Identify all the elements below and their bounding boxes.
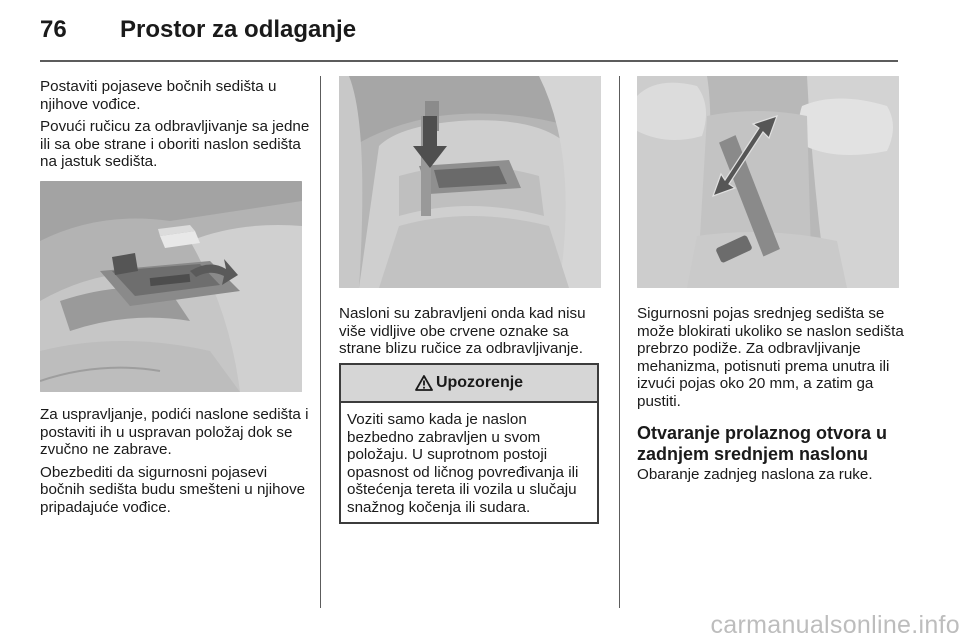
warning-body: Voziti samo kada je naslon bezbedno zabravljen u svom položaju. U suprotnom postoji opasnost od ličnog povređivanja ili oštećenja tereta ili vozila u slučaju snažnog kočenja ili sudara.: [347, 411, 579, 516]
paragraph: Obezbediti da sigurnosni pojasevi bočnih sedišta budu smešteni u njihove pripadajuće vođice.: [40, 463, 306, 516]
paragraph: Povući ručicu za odbravljivanje sa jedne ili sa obe strane i oboriti naslon sedišta na jastuk sedišta.: [40, 118, 310, 170]
paragraph: Postaviti pojaseve bočnih sedišta u njihove vođice.: [40, 78, 277, 113]
watermark-text: carmanualsonline.info: [710, 611, 960, 639]
seat-release-lever-illustration: [40, 181, 302, 392]
column-1-bottom-text: [40, 406, 310, 516]
warning-title: Upozorenje: [435, 374, 524, 391]
center-seatbelt-drawing: [637, 76, 899, 288]
column-3-text: [637, 305, 905, 484]
warning-triangle-icon: [415, 375, 433, 391]
seat-release-lever-drawing: [40, 181, 302, 392]
backrest-locked-drawing: [339, 76, 601, 288]
page-title: Prostor za odlaganje: [120, 16, 357, 43]
column-1-top-text: [40, 78, 310, 171]
paragraph: Sigurnosni pojas srednjeg sedišta se može blokirati ukoliko se naslon sedišta prebrzo podiže. Za odbravljivanje mehanizma, potisnuti prema unutra ili izvući pojas oko 20 mm, a zatim ga pustiti.: [637, 305, 904, 410]
backrest-locked-illustration: [339, 76, 601, 288]
paragraph: Obaranje zadnjeg naslona za ruke.: [637, 466, 873, 483]
header-divider: [40, 60, 898, 62]
page-number: 76: [40, 16, 67, 43]
column-2-text: [339, 305, 607, 358]
section-heading: Otvaranje prolaznog otvora u zadnjem srednjem naslonu: [637, 423, 888, 464]
column-divider-1: [320, 76, 321, 608]
center-seatbelt-illustration: [637, 76, 899, 288]
warning-box: [339, 363, 599, 524]
column-divider-2: [619, 76, 620, 608]
paragraph: Nasloni su zabravljeni onda kad nisu više vidljive obe crvene oznake sa strane blizu ručice za odbravljivanje.: [339, 305, 586, 357]
paragraph: Za uspravljanje, podići naslone sedišta i postaviti ih u uspravan položaj dok se zvučno ne zabrave.: [40, 406, 309, 458]
warning-header: [341, 365, 597, 403]
